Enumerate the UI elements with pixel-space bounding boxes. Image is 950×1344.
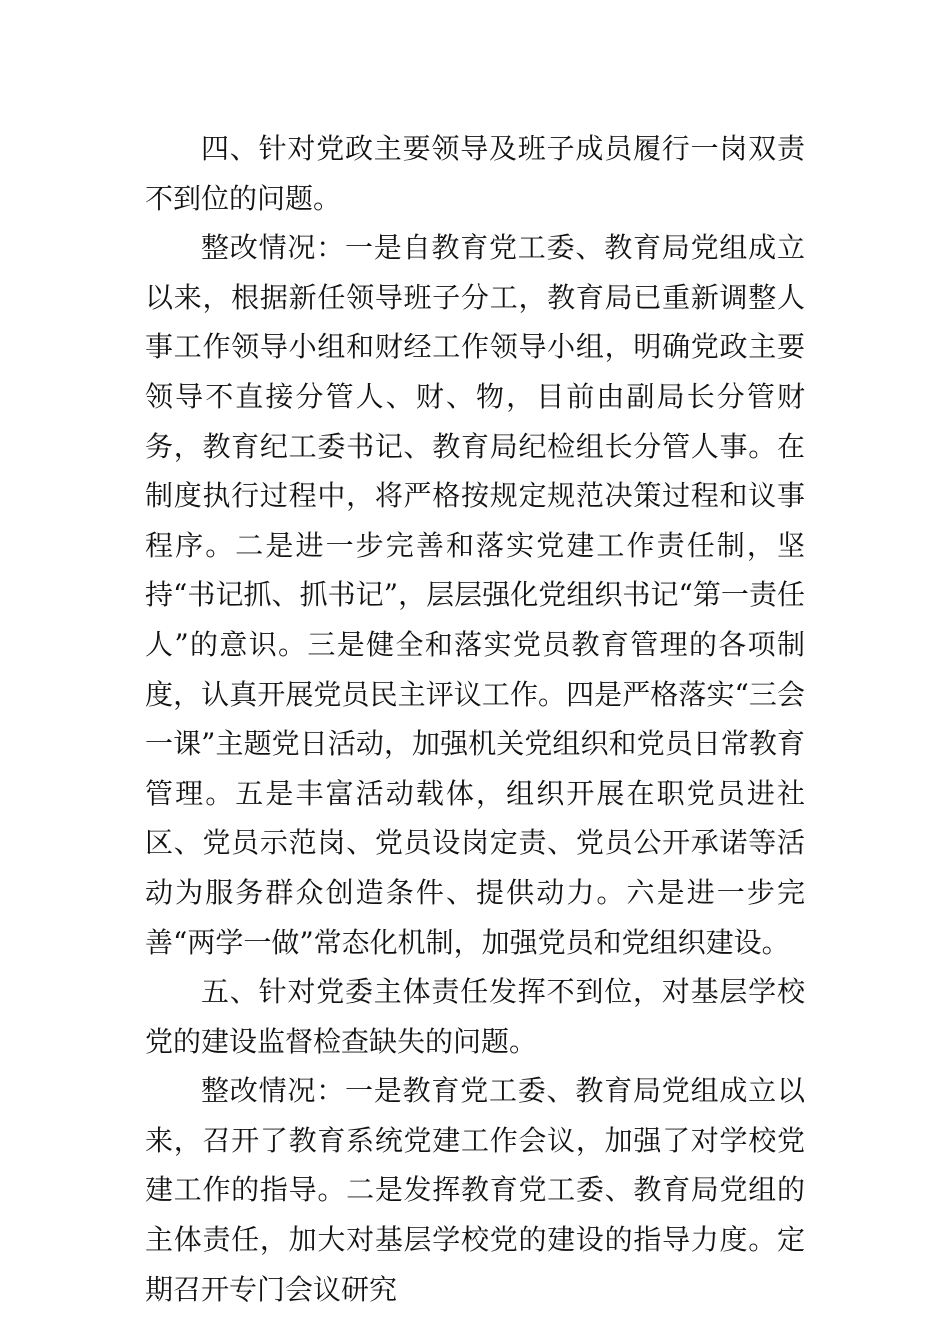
document-body bbox=[145, 124, 805, 1314]
rectification-paragraph-four: 整改情况：一是自教育党工委、教育局党组成立以来，根据新任领导班子分工，教育局已重新调整人事工作领导小组和财经工作领导小组，明确党政主要领导不直接分管人、财、物，目前由副局长分管财务，教育纪工委书记、教育局纪检组长分管人事。在制度执行过程中，将严格按规定规范决策过程和议事程序。二是进一步完善和落实党建工作责任制，坚持“书记抓、抓书记”，层层强化党组织书记“第一责任人”的意识。三是健全和落实党员教育管理的各项制度，认真开展党员民主评议工作。四是严格落实“三会一课”主题党日活动，加强机关党组织和党员日常教育管理。五是丰富活动载体，组织开展在职党员进社区、党员示范岗、党员设岗定责、党员公开承诺等活动为服务群众创造条件、提供动力。六是进一步完善“两学一做”常态化机制，加强党员和党组织建设。 bbox=[145, 231, 805, 959]
section-heading-five: 五、针对党委主体责任发挥不到位，对基层学校党的建设监督检查缺失的问题。 bbox=[145, 975, 805, 1058]
section-heading-four: 四、针对党政主要领导及班子成员履行一岗双责不到位的问题。 bbox=[145, 132, 805, 215]
rectification-paragraph-five: 整改情况：一是教育党工委、教育局党组成立以来，召开了教育系统党建工作会议，加强了对学校党建工作的指导。二是发挥教育党工委、教育局党组的主体责任，加大对基层学校党的建设的指导力度。定期召开专门会议研究 bbox=[145, 1074, 805, 1306]
